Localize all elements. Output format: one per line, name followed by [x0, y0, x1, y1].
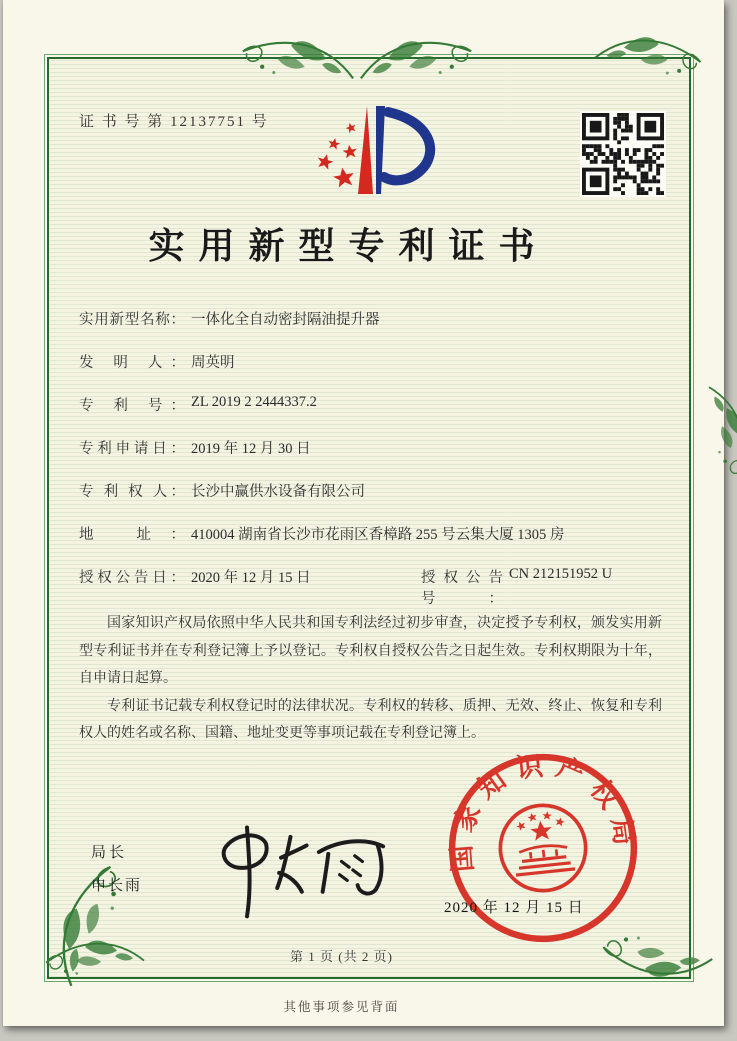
field-label: 专利申请日：	[79, 441, 185, 457]
field-value: 长沙中赢供水设备有限公司	[191, 484, 365, 500]
field-label: 专 利 号：	[79, 398, 185, 414]
ornament-top-center	[237, 30, 477, 88]
page-indicator: 第 1 页 (共 2 页)	[290, 949, 393, 964]
field-label: 授权公告日：	[79, 570, 185, 586]
field-value: 周英明	[191, 355, 235, 371]
field-row-address	[79, 523, 679, 566]
certificate-paper	[3, 0, 724, 1026]
vine-flourish-icon	[701, 382, 737, 482]
commissioner-name: 申长雨	[91, 878, 143, 894]
field-label: 授权公告号：	[421, 570, 503, 607]
legal-text	[79, 610, 662, 748]
field-label: 地 址：	[79, 527, 185, 543]
official-seal-icon	[431, 736, 655, 960]
field-value: 一体化全自动密封隔油提升器	[191, 312, 380, 328]
seal-date: 2020 年 12 月 15 日	[444, 900, 584, 916]
field-value: ZL 2019 2 2444337.2	[191, 394, 317, 410]
svg-text:国家知识产权局	[437, 742, 641, 874]
field-row-patentee	[79, 480, 679, 523]
field-row-patent-no	[79, 394, 679, 437]
legal-paragraph-2: 专利证书记载专利权登记时的法律状况。专利权的转移、质押、无效、终止、恢复和专利权人的姓名或名称、国籍、地址变更等事项记载在专利登记簿上。	[79, 698, 662, 741]
handwritten-signature	[199, 818, 399, 922]
field-row-filing-date	[79, 437, 679, 480]
field-value: 2019 年 12 月 30 日	[191, 441, 311, 457]
back-side-note: 其他事项参见背面	[283, 1000, 400, 1014]
certificate-fields	[79, 308, 679, 609]
field-value: 2020 年 12 月 15 日	[191, 570, 311, 586]
seal-text: 国家知识产权局	[445, 749, 641, 874]
page-title: 实用新型专利证书	[148, 226, 549, 266]
legal-paragraph-1: 国家知识产权局依照中华人民共和国专利法经过初步审查，决定授予专利权，颁发实用新型专利证书并在专利登记簿上予以登记。专利权自授权公告之日起生效。专利权期限为十年，自申请日起算。	[79, 616, 662, 686]
field-value: 410004 湖南省长沙市花雨区香樟路 255 号云集大厦 1305 房	[191, 527, 565, 543]
certificate-number: 证 书 号 第 12137751 号	[79, 114, 269, 130]
vine-flourish-icon	[237, 30, 357, 88]
field-row-name	[79, 308, 679, 351]
field-label: 专 利 权 人：	[79, 484, 185, 500]
qr-code	[580, 111, 666, 197]
ornament-right-middle	[701, 382, 737, 482]
field-label: 实用新型名称：	[79, 312, 185, 328]
vine-flourish-icon	[357, 30, 477, 88]
commissioner-title: 局长	[91, 845, 128, 861]
field-label: 发 明 人：	[79, 355, 185, 371]
field-row-inventor	[79, 351, 679, 394]
field-value: CN 212151952 U	[509, 566, 613, 582]
national-emblem-icon	[496, 801, 590, 895]
cnipa-logo-icon	[294, 98, 450, 206]
field-grant-number	[421, 566, 612, 608]
field-row-grant	[79, 566, 679, 609]
